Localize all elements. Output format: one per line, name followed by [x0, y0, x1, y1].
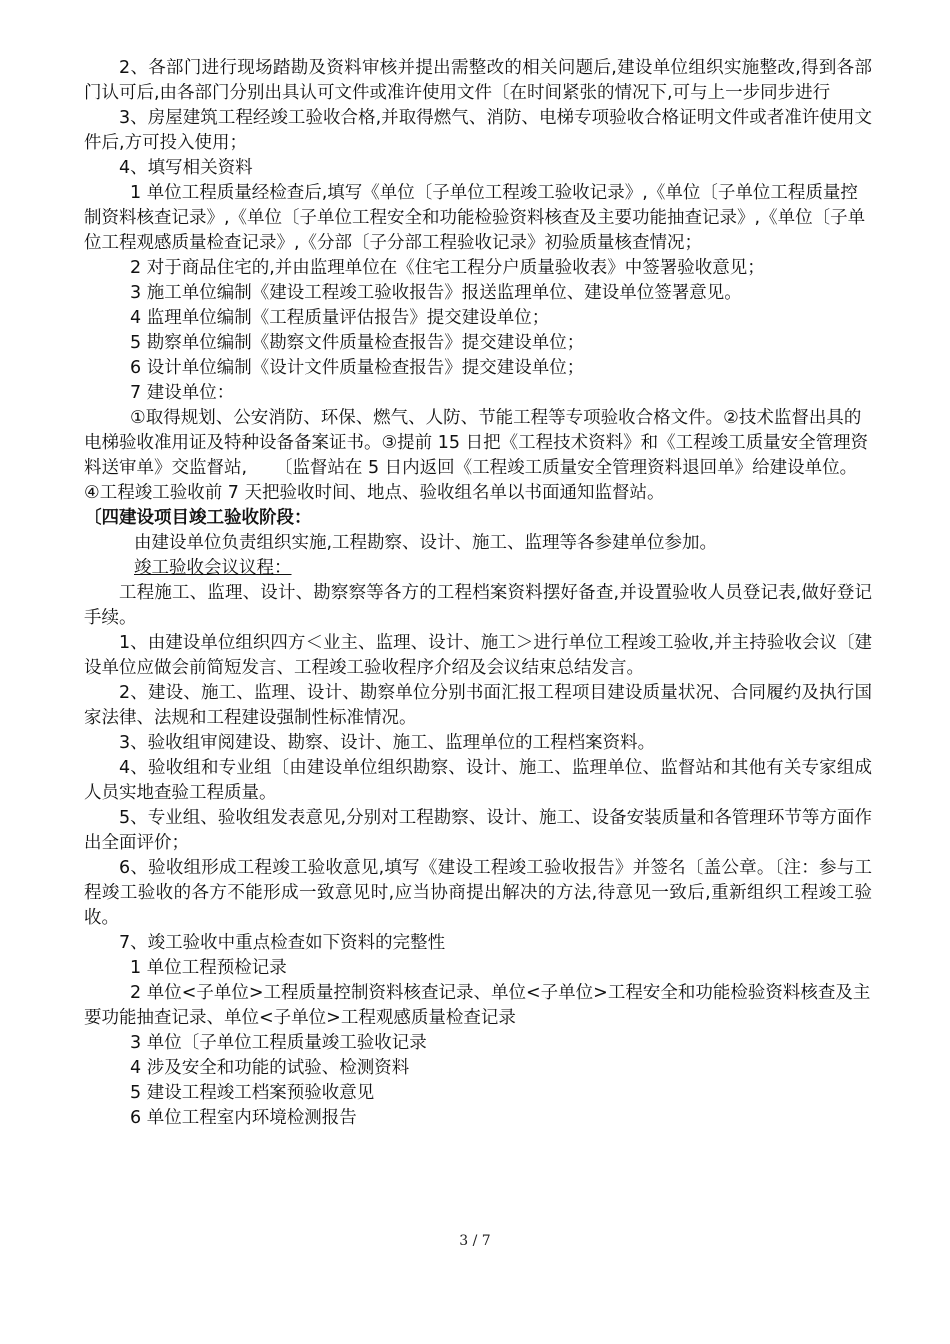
agenda-item-2: 2、建设、施工、监理、设计、勘察单位分别书面汇报工程项目建设质量状况、合同履约及执行国家法律、法规和工程建设强制性标准情况。 — [84, 683, 872, 728]
paragraph-prepare-docs: 工程施工、监理、设计、勘察察等各方的工程档案资料摆好备查,并设置验收人员登记表,做好登记手续。 — [84, 583, 872, 628]
list-item-1: 1 单位工程质量经检查后,填写《单位〔子单位工程竣工验收记录》,《单位〔子单位工程质量控制资料核查记录》,《单位〔子单位工程安全和功能检验资料核查及主要功能抽查记录》,《单位〔子单位工程观感质量检查记录》,《分部〔子分部工程验收记录》初验质量核查情况； — [84, 183, 866, 253]
agenda-item-7: 7、竣工验收中重点检查如下资料的完整性 — [119, 933, 446, 953]
paragraph-step-2: 2、各部门进行现场踏勘及资料审核并提出需整改的相关问题后,建设单位组织实施整改,得到各部门认可后,由各部门分别出具认可文件或准许使用文件〔在时间紧张的情况下,可与上一步同步进行 — [84, 58, 872, 103]
check-item-4: 4 涉及安全和功能的试验、检测资料 — [130, 1058, 410, 1078]
paragraph-step-3: 3、房屋建筑工程经竣工验收合格,并取得燃气、消防、电梯专项验收合格证明文件或者准许使用文件后,方可投入使用； — [84, 108, 872, 153]
check-item-1: 1 单位工程预检记录 — [130, 958, 287, 978]
check-item-5: 5 建设工程竣工档案预验收意见 — [130, 1083, 375, 1103]
section-heading: 〔四建设项目竣工验收阶段： — [84, 508, 312, 528]
check-item-3: 3 单位〔子单位工程质量竣工验收记录 — [130, 1033, 427, 1053]
agenda-item-4: 4、验收组和专业组〔由建设单位组织勘察、设计、施工、监理单位、监督站和其他有关专家组成人员实地查验工程质量。 — [84, 758, 872, 803]
page-number: 3 / 7 — [459, 1233, 491, 1249]
check-item-2: 2 单位<子单位>工程质量控制资料核查记录、单位<子单位>工程安全和功能检验资料核查及主要功能抽查记录、单位<子单位>工程观感质量检查记录 — [84, 983, 871, 1028]
list-item-7: 7 建设单位： — [130, 383, 235, 403]
check-item-6: 6 单位工程室内环境检测报告 — [130, 1108, 357, 1128]
list-item-5: 5 勘察单位编制《勘察文件质量检查报告》提交建设单位； — [130, 333, 585, 353]
document-body — [84, 56, 872, 1131]
list-item-3: 3 施工单位编制《建设工程竣工验收报告》报送监理单位、建设单位签署意见。 — [130, 283, 742, 303]
agenda-item-6: 6、验收组形成工程竣工验收意见,填写《建设工程竣工验收报告》并签名〔盖公章。〔注：参与工程竣工验收的各方不能形成一致意见时,应当协商提出解决的方法,待意见一致后,重新组织工程竣工验收。 — [84, 858, 872, 928]
paragraph-organization: 由建设单位负责组织实施,工程勘察、设计、施工、监理等各参建单位参加。 — [134, 533, 718, 553]
agenda-item-5: 5、专业组、验收组发表意见,分别对工程勘察、设计、施工、设备安装质量和各管理环节等方面作出全面评价； — [84, 808, 872, 853]
agenda-item-1: 1、由建设单位组织四方＜业主、监理、设计、施工＞进行单位工程竣工验收,并主持验收会议〔建设单位应做会前简短发言、工程竣工验收程序介绍及会议结束总结发言。 — [84, 633, 872, 678]
agenda-item-3: 3、验收组审阅建设、勘察、设计、施工、监理单位的工程档案资料。 — [119, 733, 656, 753]
list-item-4: 4 监理单位编制《工程质量评估报告》提交建设单位； — [130, 308, 550, 328]
paragraph-step-4: 4、填写相关资料 — [119, 158, 253, 178]
paragraph-circled-items: ①取得规划、公安消防、环保、燃气、人防、节能工程等专项验收合格文件。②技术监督出具的电梯验收准用证及特种设备备案证书。③提前 15 日把《工程技术资料》和《工程竣工质量安全管理资料送审单》交监督站, 〔监督站在 5 日内返回《工程竣工质量安全管理资料退回单》给建设单位。④工程竣工验收前 7 天把验收时间、地点、验收组名单以书面通知监督站。 — [84, 408, 869, 503]
list-item-6: 6 设计单位编制《设计文件质量检查报告》提交建设单位； — [130, 358, 585, 378]
list-item-2: 2 对于商品住宅的,并由监理单位在《住宅工程分户质量验收表》中签署验收意见； — [130, 258, 765, 278]
meeting-agenda-label: 竣工验收会议议程： — [134, 558, 292, 578]
meeting-agenda-line — [84, 556, 872, 581]
